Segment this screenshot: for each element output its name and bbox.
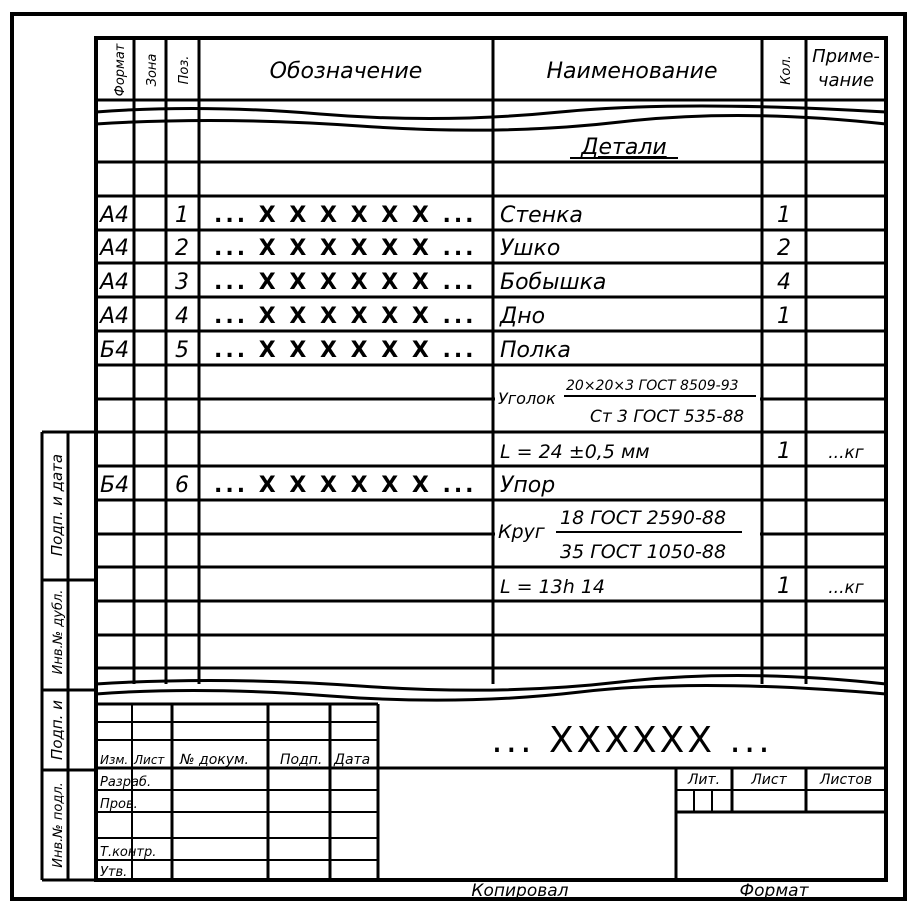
row-qty: 1 xyxy=(777,203,791,228)
krug-label: Круг xyxy=(498,521,545,543)
side-inv-orig: Инв.№ подл. xyxy=(51,782,66,868)
header-designation: Обозначение xyxy=(269,59,423,84)
row-qty: 4 xyxy=(777,270,791,295)
krug-numerator: 18 ГОСТ 2590-88 xyxy=(560,507,727,529)
row-name: Полка xyxy=(500,338,571,363)
header-zone: Зона xyxy=(145,53,160,87)
row-designation: ... X X X X X X ... xyxy=(214,203,477,228)
tb-prov: Пров. xyxy=(100,797,138,812)
header-note-line1: Приме- xyxy=(812,46,880,67)
row-qty: 1 xyxy=(777,304,791,329)
row-pos: 2 xyxy=(175,236,189,261)
ugolok-numerator: 20×20×3 ГОСТ 8509-93 xyxy=(566,378,739,394)
krug-denominator: 35 ГОСТ 1050-88 xyxy=(560,541,727,563)
row-6 xyxy=(100,473,555,498)
row-designation: ... X X X X X X ... xyxy=(214,270,477,295)
row-name: Ушко xyxy=(500,236,561,261)
row-pos: 3 xyxy=(175,270,189,295)
tb-izm: Изм. xyxy=(100,753,129,767)
header-name: Наименование xyxy=(546,59,718,84)
row-designation: ... X X X X X X ... xyxy=(214,304,477,329)
break-line-bottom-2 xyxy=(96,685,886,700)
header-pos: Поз. xyxy=(177,55,192,85)
row-pos: 1 xyxy=(175,203,189,228)
footer-format: Формат xyxy=(739,881,809,901)
row-pos: 5 xyxy=(175,338,189,363)
tb-tkontr: Т.контр. xyxy=(100,845,157,860)
side-sign-date: Подп. и дата xyxy=(48,453,66,557)
side-inv-dup: Инв.№ дубл. xyxy=(51,589,66,675)
row-pos: 6 xyxy=(175,473,189,498)
row-5 xyxy=(100,338,571,363)
tb-listov: Листов xyxy=(819,772,873,788)
row-pos: 4 xyxy=(175,304,189,329)
row-designation: ... X X X X X X ... xyxy=(214,338,477,363)
ugolok-denominator: Ст 3 ГОСТ 535-88 xyxy=(590,407,745,427)
row-name: Стенка xyxy=(500,203,583,228)
row-designation: ... X X X X X X ... xyxy=(214,236,477,261)
tb-razrab: Разраб. xyxy=(100,775,152,790)
header-format: Формат xyxy=(113,43,128,97)
header-note-line2: чание xyxy=(817,70,875,91)
tb-doc: № докум. xyxy=(180,752,250,768)
row-name: Дно xyxy=(500,304,546,329)
row-format: Б4 xyxy=(100,338,130,363)
ugolok-label: Уголок xyxy=(498,389,556,408)
tb-list2: Лист xyxy=(751,772,787,788)
ugolok-note: ...кг xyxy=(828,443,864,463)
krug-qty: 1 xyxy=(777,574,791,599)
row-name: Бобышка xyxy=(500,270,607,295)
row-format: Б4 xyxy=(100,473,130,498)
title-designation: ... XXXXXX ... xyxy=(491,720,773,761)
krug-length: L = 13h 14 xyxy=(500,576,606,598)
row-3 xyxy=(98,270,791,295)
krug-note: ...кг xyxy=(828,578,864,598)
row-name: Упор xyxy=(500,473,556,498)
row-format: А4 xyxy=(100,304,130,329)
tb-utv: Утв. xyxy=(100,865,128,880)
tb-list: Лист xyxy=(134,753,165,767)
row-1 xyxy=(98,203,791,228)
row-4 xyxy=(98,304,791,329)
footer-copied: Копировал xyxy=(471,881,569,901)
ugolok-length: L = 24 ±0,5 мм xyxy=(500,441,650,463)
row-format: А4 xyxy=(100,236,130,261)
row-format: А4 xyxy=(100,203,130,228)
header-qty: Кол. xyxy=(779,55,794,85)
row-qty: 2 xyxy=(777,236,791,261)
row-designation: ... X X X X X X ... xyxy=(214,473,477,498)
table-rows xyxy=(96,100,886,668)
tb-data: Дата xyxy=(334,752,371,768)
row-2 xyxy=(98,236,791,261)
side-sign: Подп. и xyxy=(48,700,66,760)
tb-lit: Лит. xyxy=(687,772,721,788)
tb-podp: Подп. xyxy=(280,752,323,768)
section-title: Детали xyxy=(581,135,667,160)
row-format: А4 xyxy=(100,270,130,295)
ugolok-qty: 1 xyxy=(777,439,791,464)
